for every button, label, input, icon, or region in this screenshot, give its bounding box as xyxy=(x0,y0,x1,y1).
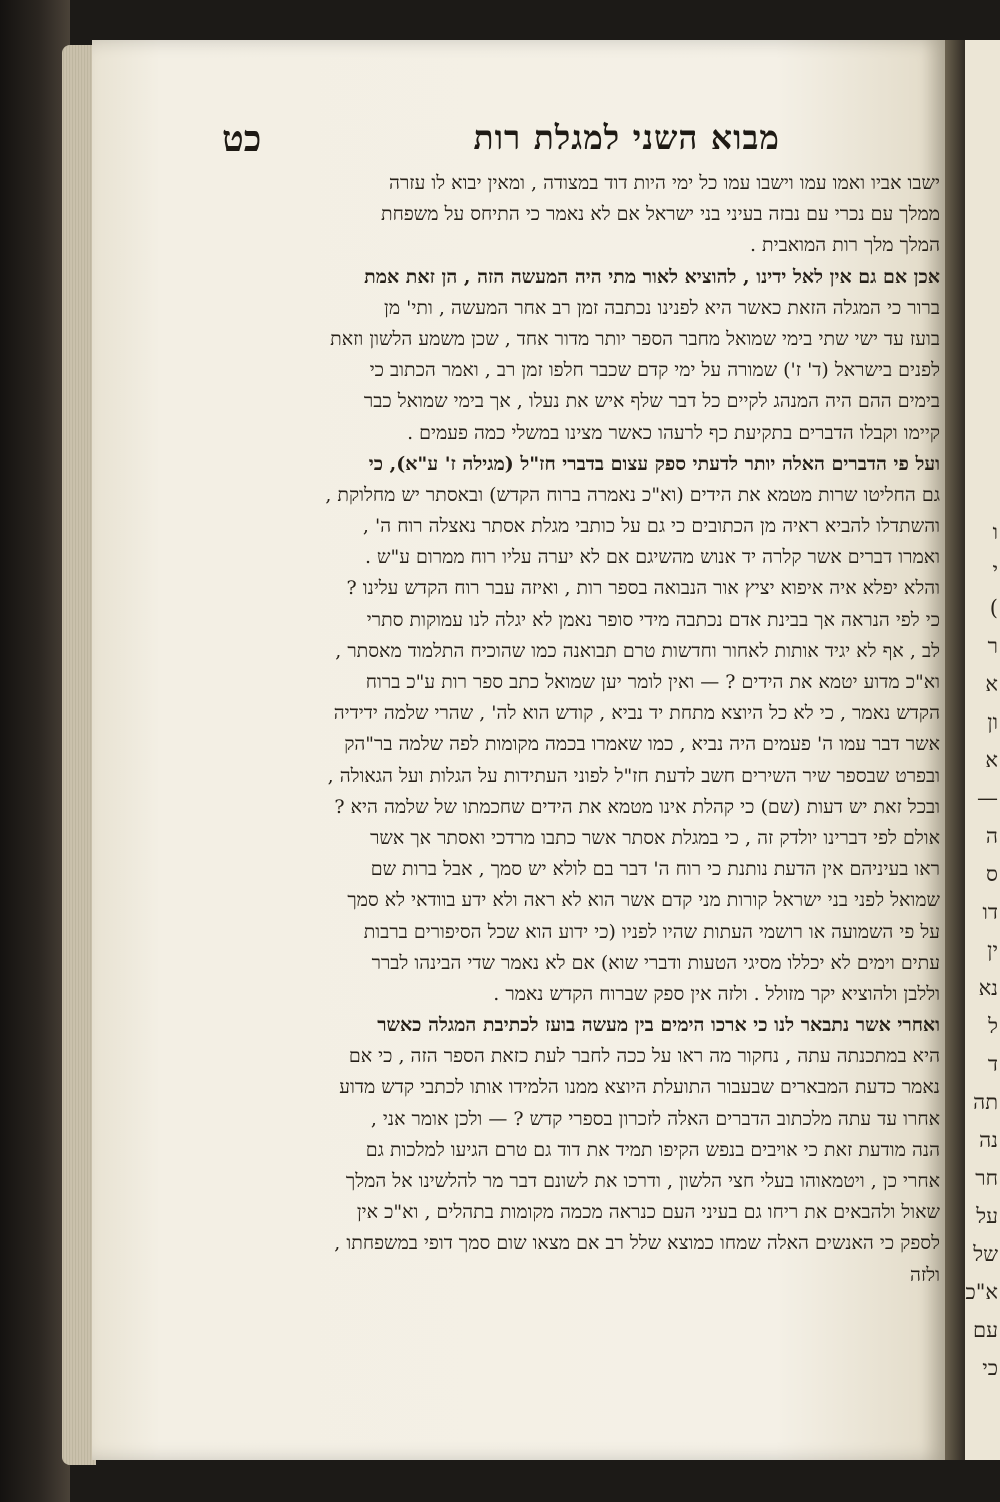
text-line: בועז עד ישי שתי בימי שמואל מחבר הספר יותר מדור אחד , שכן משמע הלשון וזאת xyxy=(330,327,940,350)
text-line: לב , אף לא יגיד אותות לאחור וחדשות טרם תבואנה כמו שהוכיח התלמוד מאסתר , xyxy=(335,639,940,662)
text-line: ממלך עם נכרי עם נבזה בעיני בני ישראל אם לא נאמר כי התיחס על משפחת xyxy=(381,203,940,226)
text-line: ואחרי אשר נתבאר לנו כי ארכו הימים בין מעשה בועז לכתיבת המגלה כאשר xyxy=(377,1014,940,1037)
main-text xyxy=(210,168,940,1291)
book-gutter xyxy=(945,40,967,1460)
text-line: לספק כי האנשים האלה שמחו כמוצא שלל רב אם מצאו שום סמך דופי במשפחתו , xyxy=(334,1232,940,1255)
text-line: אחרו עד עתה מלכתוב הדברים האלה לזכרון בספרי קדש ? — ולכן אומר אני , xyxy=(370,1107,940,1130)
next-page-fragment: דו xyxy=(982,900,998,924)
text-line: אולם לפי דברינו יולדק זה , כי במגלת אסתר אשר כתבו מרדכי ואסתר אך אשר xyxy=(370,826,940,849)
text-line: ואמרו דברים אשר קלרה יד אנוש מהשיגם אם לא יערה עליו רוח ממרום ע"ש . xyxy=(364,546,940,569)
text-line: וא"כ מדוע יטמא את הידים ? — ואין לומר יען שמואל כתב ספר רות ע"כ ברוח xyxy=(365,671,940,693)
next-page-fragment: ה xyxy=(985,824,998,848)
next-page-fragment: ר xyxy=(987,634,998,658)
text-line: אכן אם גם אין לאל ידינו , להוציא לאור מתי היה המעשה הזה , הן זאת אמת xyxy=(364,265,940,288)
text-line: אחרי כן , ויטמאוהו בעלי חצי הלשון , ודרכו את לשונם דבר מר להלשינו אל המלך xyxy=(345,1170,940,1192)
book-cover-spine xyxy=(0,0,70,1502)
next-page-fragment: כי xyxy=(982,1356,998,1380)
next-page-fragment: ד xyxy=(987,1052,998,1076)
text-line: והשתדלו להביא ראיה מן הכתובים כי גם על כותבי מגלת אסתר נאצלה רוח ה' , xyxy=(362,515,940,538)
text-line: והלא יפלא איה איפוא יציץ אור הנבואה בספר רות , ואיזה עבר רוח הקדש עלינו ? xyxy=(346,577,940,600)
text-line: על פי השמועה או רושמי העתות שהיו לפניו (כי ידוע הוא שכל הסיפורים ברבות xyxy=(363,920,940,943)
text-line: שמואל לפני בני ישראל קורות מני קדם אשר הוא לא ראה ולא ידע בוודאי לא סמך xyxy=(347,889,940,912)
next-page-fragment: ס xyxy=(986,862,998,886)
next-page-fragment: חר xyxy=(975,1166,998,1190)
text-line: עתים וימים לא יכללו מסיגי הטעות ודברי שוא) אם לא נאמר שדי הבינהו לברר xyxy=(371,951,940,974)
text-line: ברור כי המגלה הזאת כאשר היא לפנינו נכתבה זמן רב אחר המעשה , ותי' מן xyxy=(384,296,940,319)
next-page-fragment: ל xyxy=(988,1014,998,1038)
next-page-fragment: עם xyxy=(973,1318,998,1342)
next-page-fragment: תה xyxy=(973,1090,998,1114)
text-line: כי לפי הנראה אך בבינת אדם נכתבה מידי סופר נאמן לא יגלה לנו עמוקות סתרי xyxy=(366,608,940,631)
text-line: שאול ולהבאים את ריחו גם בעיני העם כנראה מכמה מקומות בתהלים , וא"כ אין xyxy=(356,1201,940,1224)
page-header xyxy=(220,118,780,158)
next-page-fragment: ו xyxy=(992,520,998,544)
next-page-fragment: — xyxy=(977,786,998,810)
next-page-fragment: נא xyxy=(978,976,998,1000)
text-line: ישבו אביו ואמו עמו וישבו עמו כל ימי היות דוד במצודה , ומאין יבוא לו עזרה xyxy=(389,172,940,194)
next-page-fragment: על xyxy=(976,1204,998,1228)
page-number: כט xyxy=(222,118,262,160)
text-line: ועל פי הדברים האלה יותר לדעתי ספק עצום בדברי חז"ל (מגילה ז' ע"א), כי xyxy=(368,452,940,475)
text-line: גם החליטו שרות מטמא את הידים (וא"כ נאמרה ברוח הקדש) ובאסתר יש מחלוקת , xyxy=(325,483,940,506)
text-line: הקדש נאמר , כי לא כל היוצא מתחת יד נביא , קודש הוא לה' , שהרי שלמה ידידיה xyxy=(333,702,940,725)
page-edges xyxy=(62,45,96,1465)
next-page-fragment: א xyxy=(985,672,998,696)
text-line: הנה מודעת זאת כי אויבים בנפש הקיפו תמיד את דוד גם טרם הגיעו למלכות גם xyxy=(365,1138,940,1161)
text-line: לפנים בישראל (ד' ז') שמורה על ימי קדם שכבר חלפו זמן רב , ואמר הכתוב כי xyxy=(369,359,940,382)
next-page-fragment: נה xyxy=(979,1128,998,1152)
text-line: אשר דבר עמו ה' פעמים היה נביא , כמו שאמרו בכמה מקומות לפה שלמה בר"הק xyxy=(344,733,940,756)
text-line: המלך מלך רות המואבית . xyxy=(749,234,940,257)
text-line: נאמר כדעת המבארים שבעבור התועלת היוצא ממנו הלמידו אותו לכתבי קדש מדוע xyxy=(339,1076,940,1099)
next-page-edge xyxy=(965,40,1000,1460)
text-line: קיימו וקבלו הדברים בתקיעת כף לרעהו כאשר מצינו במשלי כמה פעמים . xyxy=(407,421,940,444)
next-page-fragment: ון xyxy=(987,710,998,734)
next-page-fragment: י xyxy=(992,558,998,582)
text-line: וללבן ולהוציא יקר מזולל . ולזה אין ספק שברוח הקדש נאמר . xyxy=(493,982,940,1005)
text-line: ראו בעיניהם אין הדעת נותנת כי רוח ה' דבר בם לולא יש סמך , אבל ברות שם xyxy=(370,858,940,881)
text-line: בימים ההם היה המנהג לקיים כל דבר שלף איש את נעלו , אך בימי שמואל כבר xyxy=(363,390,940,413)
text-line: ולזה xyxy=(910,1263,940,1286)
text-line: ובכל זאת יש דעות (שם) כי קהלת אינו מטמא את הידים שחכמתו של שלמה היא ? xyxy=(334,795,940,818)
text-line: ובפרט שבספר שיר השירים חשב לדעת חז"ל לפוני העתידות על הגלות ועל הגאולה , xyxy=(327,764,940,787)
next-page-fragment: א"כ xyxy=(965,1280,998,1304)
running-title: מבוא השני למגלת רות xyxy=(473,118,780,157)
next-page-fragment: של xyxy=(973,1242,998,1266)
next-page-fragment: ) xyxy=(989,596,998,620)
next-page-fragment: א xyxy=(985,748,998,772)
text-line: היא במתכנתה עתה , נחקור מה ראו על ככה לחבר לעת כזאת הספר הזה , כי אם xyxy=(348,1045,940,1068)
next-page-fragment: ין xyxy=(987,938,998,962)
